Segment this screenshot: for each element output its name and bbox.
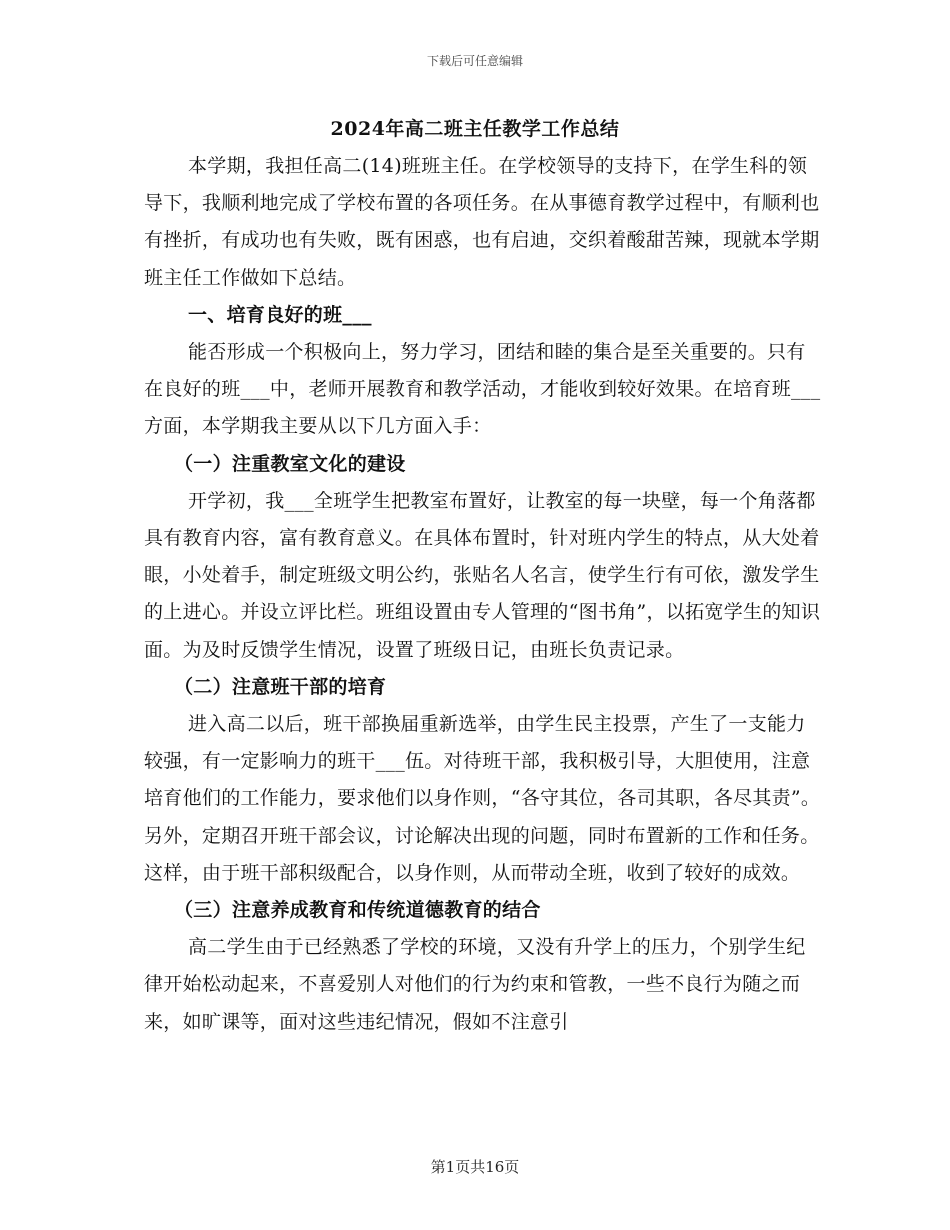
subsection-2-paragraph: 进入高二以后，班干部换届重新选举，由学生民主投票，产生了一支能力较强，有一定影响力的班干___伍。对待班干部，我积极引导，大胆使用，注意培育他们的工作能力，要求他们以身作则，“各守其位，各司其职，各尽其责”。另外，定期召开班干部会议，讨论解决出现的问题，同时布置新的工作和任务。这样，由于班干部积级配合，以身作则，从而带动全班，收到了较好的成效。 (144, 713, 821, 884)
subsection-heading-1: （一）注重教室文化的建设 (174, 452, 406, 475)
document-body (144, 148, 824, 1041)
intro-paragraph: 本学期，我担任高二(14)班班主任。在学校领导的支持下，在学生科的领导下，我顺利地完成了学校布置的各项任务。在从事德育教学过程中，有顺利也有挫折，有成功也有失败，既有困惑，也有启迪，交织着酸甜苦辣，现就本学期班主任工作做如下总结。 (144, 155, 820, 289)
subsection-heading-3: （三）注意养成教育和传统道德教育的结合 (174, 899, 541, 922)
page-footer-number: 第1页共16页 (430, 1158, 520, 1176)
document-title: 2024年高二班主任教学工作总结 (330, 118, 620, 140)
section-heading-1: 一、培育良好的班___ (188, 303, 372, 326)
subsection-heading-2: （二）注意班干部的培育 (174, 675, 387, 698)
subsection-3-paragraph: 高二学生由于已经熟悉了学校的环境，又没有升学上的压力，个别学生纪律开始松动起来，不喜爱别人对他们的行为约束和管教，一些不良行为随之而来，如旷课等，面对这些违纪情况，假如不注意引 (144, 936, 806, 1033)
section-1-paragraph: 能否形成一个积极向上，努力学习，团结和睦的集合是至关重要的。只有在良好的班___中，老师开展教育和教学活动，才能收到较好效果。在培育班___方面，本学期我主要从以下几方面入手： (144, 341, 821, 438)
page-header-note: 下载后可任意编辑 (426, 54, 523, 68)
subsection-1-paragraph: 开学初，我___全班学生把教室布置好，让教室的每一块壁，每一个角落都具有教育内容，富有教育意义。在具体布置时，针对班内学生的特点，从大处着眼，小处着手，制定班级文明公约，张贴名人名言，使学生行有可依，激发学生的上进心。并设立评比栏。班组设置由专人管理的“图书角”，以拓宽学生的知识面。为及时反馈学生情况，设置了班级日记，由班长负责记录。 (144, 489, 821, 661)
